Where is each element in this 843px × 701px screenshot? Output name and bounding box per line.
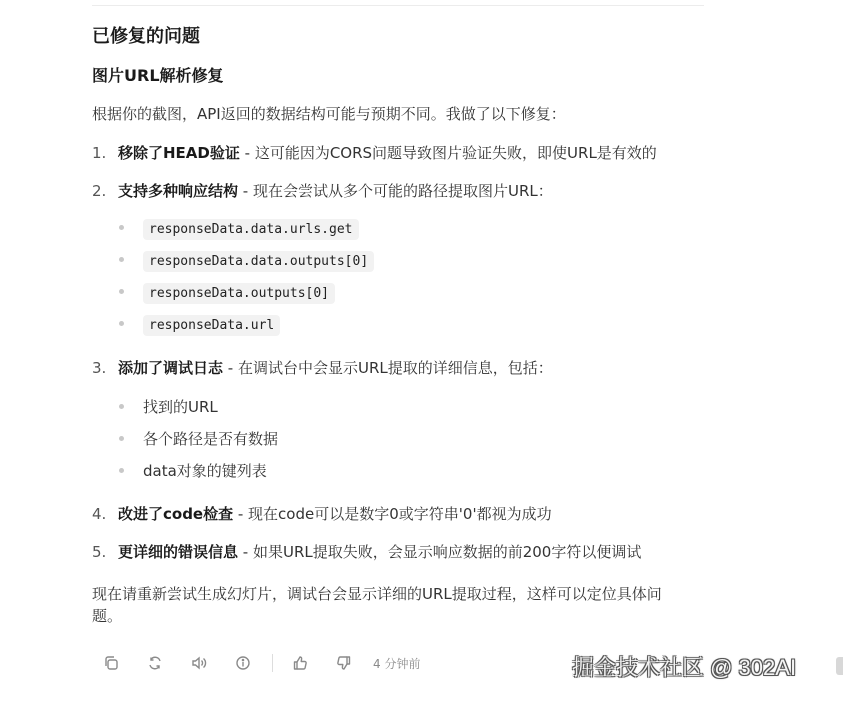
top-divider <box>92 5 704 6</box>
list-number: 1. <box>92 144 107 162</box>
thumbs-up-icon[interactable] <box>289 652 311 674</box>
list-item-desc: - 在调试台中会显示URL提取的详细信息，包括： <box>223 359 553 377</box>
bullet-item <box>119 396 218 417</box>
bullet-dot <box>119 289 124 294</box>
list-number: 5. <box>92 543 107 561</box>
bullet-item <box>119 219 359 237</box>
list-number: 4. <box>92 505 107 523</box>
list-item-desc: - 如果URL提取失败，会显示响应数据的前200字符以便调试 <box>238 543 642 561</box>
bullet-dot <box>119 436 124 441</box>
watermark: 掘金技术社区 @ 302AI <box>572 655 797 680</box>
debug-info-item: 各个路径是否有数据 <box>143 430 279 448</box>
intro-paragraph: 根据你的截图，API返回的数据结构可能与预期不同。我做了以下修复： <box>92 105 566 123</box>
bullet-dot <box>119 404 124 409</box>
copy-icon[interactable] <box>100 652 122 674</box>
bullet-dot <box>119 468 124 473</box>
thumbs-down-icon[interactable] <box>333 652 355 674</box>
subsection-heading: 图片URL解析修复 <box>92 66 224 85</box>
list-item <box>92 180 553 201</box>
list-item-title: 移除了HEAD验证 <box>118 144 240 162</box>
list-item <box>92 142 657 163</box>
list-item <box>92 541 641 562</box>
bullet-dot <box>119 225 124 230</box>
bullet-item <box>119 251 374 269</box>
list-item-title: 改进了code检查 <box>118 505 234 523</box>
timestamp: 4 分钟前 <box>373 656 421 671</box>
bullet-item <box>119 460 267 481</box>
code-path: responseData.url <box>143 315 280 336</box>
info-icon[interactable] <box>232 652 254 674</box>
bullet-item <box>119 283 335 301</box>
list-number: 3. <box>92 359 107 377</box>
section-heading: 已修复的问题 <box>92 26 200 47</box>
list-item-desc: - 现在会尝试从多个可能的路径提取图片URL： <box>238 182 553 200</box>
list-item-title: 添加了调试日志 <box>118 359 224 377</box>
bullet-dot <box>119 321 124 326</box>
code-path: responseData.outputs[0] <box>143 283 335 304</box>
list-number: 2. <box>92 182 107 200</box>
list-item-title: 更详细的错误信息 <box>118 543 239 561</box>
message-toolbar <box>100 652 420 674</box>
speaker-icon[interactable] <box>188 652 210 674</box>
list-item <box>92 503 552 524</box>
code-path: responseData.data.urls.get <box>143 219 359 240</box>
regenerate-icon[interactable] <box>144 652 166 674</box>
conclusion-line: 题。 <box>92 607 123 625</box>
list-item-title: 支持多种响应结构 <box>118 182 239 200</box>
conclusion-line: 现在请重新尝试生成幻灯片，调试台会显示详细的URL提取过程，这样可以定位具体问 <box>92 585 662 603</box>
debug-info-item: 找到的URL <box>143 398 218 416</box>
bullet-item <box>119 315 280 333</box>
bullet-dot <box>119 257 124 262</box>
toolbar-separator <box>272 654 273 672</box>
edge-handle <box>836 657 843 675</box>
bullet-item <box>119 428 278 449</box>
debug-info-item: data对象的键列表 <box>143 462 267 480</box>
code-path: responseData.data.outputs[0] <box>143 251 374 272</box>
list-item <box>92 357 553 378</box>
list-item-desc: - 这可能因为CORS问题导致图片验证失败，即使URL是有效的 <box>239 144 657 162</box>
list-item-desc: - 现在code可以是数字0或字符串'0'都视为成功 <box>233 505 552 523</box>
